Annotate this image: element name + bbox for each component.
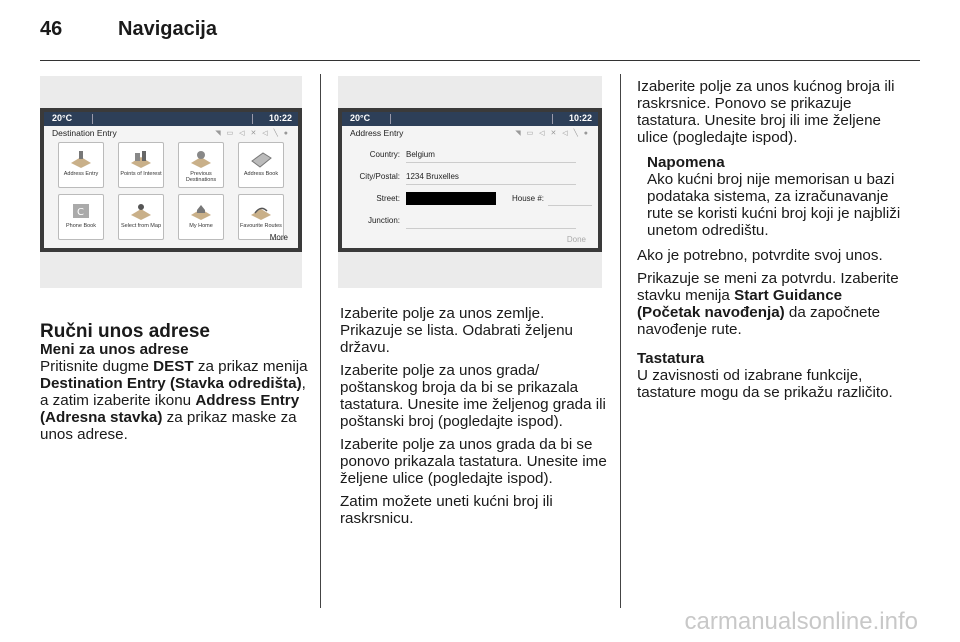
paragraph: Izaberite polje za unos kućnog broja ili raskrsnice. Ponovo se prikazuje tastatura. Unesite broj ili ime željene ulice (pogledajte ispod).	[637, 78, 895, 146]
tile-label: Address Book	[243, 171, 279, 177]
watermark: carmanualsonline.info	[684, 608, 918, 635]
paragraph: Zatim možete uneti kućni broj ili raskrsnicu.	[340, 493, 553, 527]
section-title: Ručni unos adrese	[40, 320, 210, 342]
status-separator	[92, 114, 93, 124]
paragraph: Izaberite polje za unos grada/ poštanskog broja da bi se prikazala tastatura. Unesite ime željenog grada ili poštanski broj (pogledajte ispod).	[340, 362, 606, 430]
tile-address-entry[interactable]	[58, 142, 104, 188]
column-divider-2	[620, 74, 621, 608]
street-label: Street:	[376, 194, 400, 203]
keyboard-title: Tastatura	[637, 350, 705, 367]
address-book-icon	[249, 149, 273, 169]
left-column-text	[40, 341, 312, 443]
done-button[interactable]: Done	[566, 235, 586, 244]
text-run: da započnete navođenje rute.	[637, 304, 881, 338]
status-separator	[252, 114, 253, 124]
tile-points-of-interest[interactable]	[118, 142, 164, 188]
text-run: Pritisnite dugme	[40, 358, 154, 375]
more-button[interactable]: More	[269, 233, 288, 242]
temperature: 20°C	[350, 113, 371, 123]
map-pin-icon	[129, 201, 153, 221]
page-number: 46	[40, 18, 63, 40]
home-icon	[189, 201, 213, 221]
text-run: Prikazuje se meni za potvrdu. Izaberite stavku menija	[637, 270, 899, 304]
status-bar	[44, 112, 298, 126]
text-run-bold: Address Entry (Adresna stavka)	[40, 392, 300, 426]
tile-address-book[interactable]	[238, 142, 284, 188]
history-icon	[189, 149, 213, 169]
field-underline	[406, 228, 576, 229]
column-divider-1	[320, 74, 321, 608]
destination-entry-figure	[40, 76, 302, 288]
tile-label: Points of Interest	[120, 171, 162, 177]
destination-entry-screen	[40, 108, 302, 252]
map-icon	[69, 149, 93, 169]
city-value: 1234 Bruxelles	[406, 172, 459, 181]
text-run: za prikaz menija	[193, 358, 308, 375]
country-value: Belgium	[406, 150, 435, 159]
clock: 10:22	[568, 113, 592, 123]
poi-icon	[129, 149, 153, 169]
status-icons: ◥ ▭ ◁ ✕ ◁ ╲ ●	[515, 130, 590, 137]
phone-book-icon	[69, 201, 93, 221]
text-run-bold: Destination Entry (Stavka odredišta)	[40, 375, 302, 392]
field-underline	[548, 205, 592, 206]
status-separator	[390, 114, 391, 124]
house-number-label[interactable]: House #:	[512, 194, 545, 203]
note-box	[647, 154, 907, 239]
tile-select-from-map[interactable]	[118, 194, 164, 240]
svg-text:C: C	[77, 207, 84, 218]
note-text: Ako kućni broj nije memorisan u bazi podataka sistema, za izračunavanje rute se koristi kućni broj koji je najbliži unetom odredištu.	[647, 171, 901, 239]
tile-phone-book[interactable]	[58, 194, 104, 240]
text-run-bold: Start Guidance (Početak navođenja)	[637, 287, 843, 321]
tile-label: Address Entry	[63, 171, 99, 177]
keyboard-text: U zavisnosti od izabrane funkcije, tastature mogu da se prikažu različito.	[637, 367, 893, 401]
address-entry-figure	[338, 76, 602, 288]
paragraph: Izaberite polje za unos zemlje. Prikazuje se lista. Odabrati željenu državu.	[340, 305, 573, 356]
tile-label: Previous Destinations	[185, 171, 217, 183]
tile-label: My Home	[189, 223, 213, 229]
text-run: , a zatim izaberite ikonu	[40, 375, 306, 409]
status-icons: ◥ ▭ ◁ ✕ ◁ ╲ ●	[215, 130, 290, 137]
status-separator	[552, 114, 553, 124]
tile-label: Select from Map	[120, 223, 162, 229]
tile-label: Phone Book	[66, 223, 96, 229]
tile-previous-destinations[interactable]	[178, 142, 224, 188]
screen-title: Address Entry	[350, 128, 404, 138]
screen-title: Destination Entry	[52, 128, 117, 138]
junction-label: Junction:	[367, 216, 400, 225]
header-rule	[40, 60, 920, 61]
paragraph	[637, 270, 907, 338]
country-label: Country:	[369, 150, 400, 159]
tile-label: Favourite Routes	[240, 223, 282, 229]
paragraph: Izaberite polje za unos grada da bi se ponovo prikazala tastatura. Unesite ime željene ulice (pogledajte ispod).	[340, 436, 607, 487]
city-label: City/Postal:	[359, 172, 400, 181]
field-underline	[406, 184, 576, 185]
tile-my-home[interactable]	[178, 194, 224, 240]
address-entry-screen	[338, 108, 602, 252]
note-title: Napomena	[647, 154, 725, 171]
text-run: za prikaz maske za unos adrese.	[40, 409, 297, 443]
favourite-route-icon	[249, 201, 273, 221]
status-bar	[342, 112, 598, 126]
text-run-bold: DEST	[153, 358, 194, 375]
street-field-selected[interactable]	[406, 192, 496, 205]
clock: 10:22	[268, 113, 292, 123]
right-column-text	[637, 78, 907, 407]
page-title: Navigacija	[118, 18, 217, 40]
middle-column-text	[340, 305, 608, 533]
subsection-title: Meni za unos adrese	[40, 341, 189, 358]
field-underline	[406, 162, 576, 163]
temperature: 20°C	[52, 113, 73, 123]
paragraph: Ako je potrebno, potvrdite svoj unos.	[637, 247, 883, 264]
